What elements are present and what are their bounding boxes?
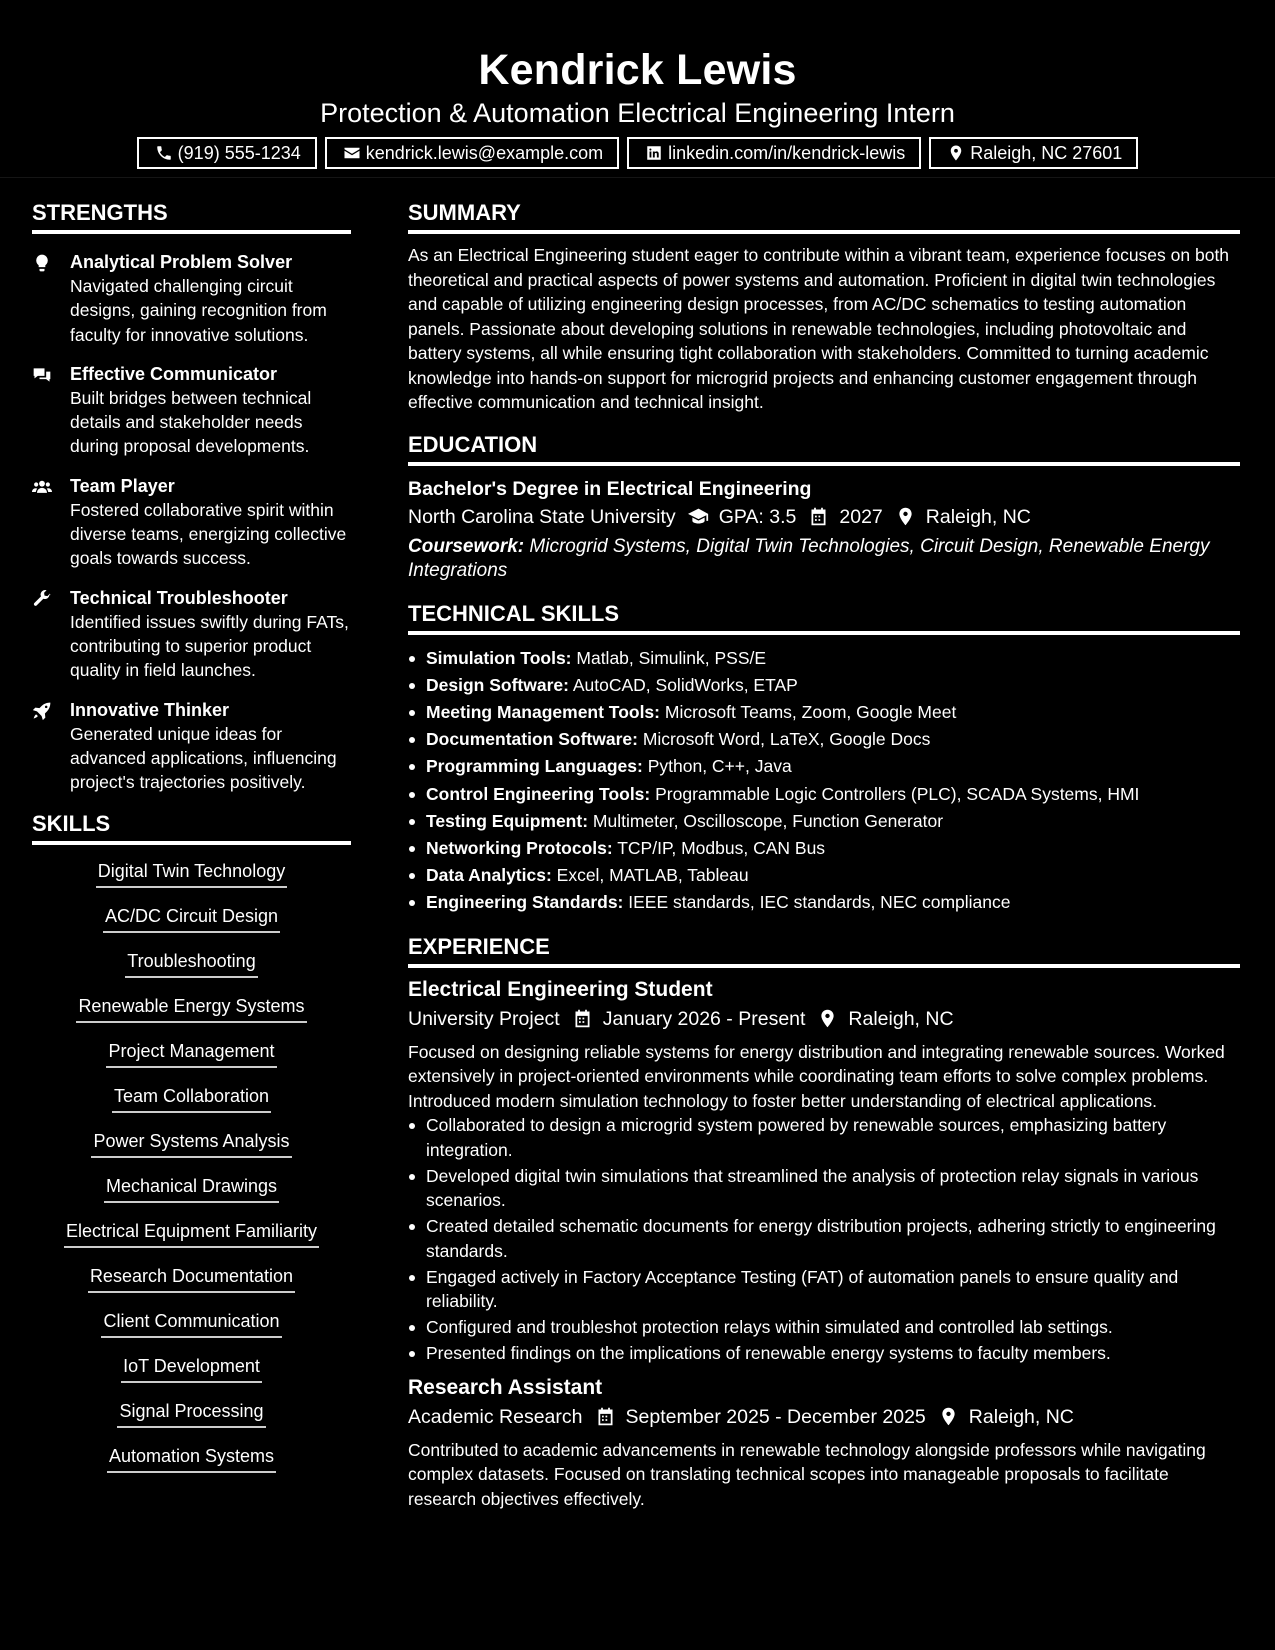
strength-desc: Fostered collaborative spirit within diverse teams, energizing collective goals towards success. bbox=[70, 499, 347, 569]
education-location: Raleigh, NC bbox=[925, 505, 1031, 528]
list-item bbox=[408, 699, 1240, 726]
skill-values: TCP/IP, Modbus, CAN Bus bbox=[612, 837, 826, 858]
job-bullets bbox=[408, 1113, 1240, 1366]
skill-category: Data Analytics: bbox=[426, 865, 552, 886]
skill-values: Python, C++, Java bbox=[642, 756, 792, 777]
skill-tag: Renewable Energy Systems bbox=[76, 994, 306, 1023]
coursework-list: Microgrid Systems, Digital Twin Technologies, Circuit Design, Renewable Energy Integrations bbox=[408, 535, 1210, 581]
list-item bbox=[408, 862, 1240, 889]
job-description: Focused on designing reliable systems for energy distribution and integrating renewable sources. Worked extensively in project-oriented environments while coordinating team efforts to solve complex problems. Introduced modern simulation technology to foster better understanding of electrical applications. bbox=[408, 1041, 1225, 1111]
experience-section bbox=[408, 932, 1240, 1512]
strength-item bbox=[32, 586, 351, 683]
calendar-icon bbox=[808, 506, 829, 527]
strength-item bbox=[32, 698, 351, 795]
skill-tag: Troubleshooting bbox=[125, 949, 257, 978]
skill-tag: AC/DC Circuit Design bbox=[103, 904, 280, 933]
list-item: Engaged actively in Factory Acceptance Testing (FAT) of automation panels to ensure quality and reliability. bbox=[408, 1265, 1240, 1314]
contact-phone bbox=[137, 137, 317, 169]
left-column bbox=[32, 198, 351, 1489]
map-pin-icon bbox=[895, 506, 916, 527]
skill-tag: Automation Systems bbox=[107, 1444, 276, 1473]
skill-tag: Client Communication bbox=[101, 1309, 281, 1338]
strength-item bbox=[32, 250, 351, 347]
job-meta bbox=[408, 1004, 1240, 1034]
school-name: North Carolina State University bbox=[408, 505, 676, 528]
list-item bbox=[408, 672, 1240, 699]
coursework bbox=[408, 535, 1240, 584]
skill-values: Excel, MATLAB, Tableau bbox=[551, 865, 749, 886]
job-location: Raleigh, NC bbox=[968, 1405, 1074, 1428]
contact-email-text: kendrick.lewis@example.com bbox=[365, 142, 604, 163]
map-pin-icon bbox=[947, 144, 965, 162]
strength-title: Analytical Problem Solver bbox=[70, 252, 293, 272]
job-meta bbox=[408, 1402, 1240, 1432]
skill-values: Programmable Logic Controllers (PLC), SCADA Systems, HMI bbox=[650, 783, 1140, 804]
strength-title: Innovative Thinker bbox=[70, 699, 230, 720]
strength-title: Effective Communicator bbox=[70, 363, 278, 384]
summary-heading: SUMMARY bbox=[408, 198, 1240, 234]
skill-values: AutoCAD, SolidWorks, ETAP bbox=[568, 674, 798, 695]
job-dates: September 2025 - December 2025 bbox=[625, 1405, 926, 1428]
list-item: Created detailed schematic documents for energy distribution projects, adhering strictly to engineering standards. bbox=[408, 1214, 1240, 1263]
list-item bbox=[408, 835, 1240, 862]
wrench-icon bbox=[32, 589, 52, 609]
skill-category: Design Software: bbox=[426, 674, 569, 695]
job-org: Academic Research bbox=[408, 1405, 583, 1428]
summary-text: As an Electrical Engineering student eager to contribute within a vibrant team, experience focuses on both theoretical and practical aspects of power systems and automation. Proficient in digital twin technologies and capable of utilizing engineering design processes, from AC/DC schematics to testing automation panels. Passionate about developing solutions in renewable technologies, including photovoltaic and battery systems, all while ensuring tight collaboration with stakeholders. Committed to turning academic knowledge into hands-on support for microgrid projects and enhancing customer engagement through effective communication and technical insight. bbox=[408, 245, 1230, 412]
skill-tag: Digital Twin Technology bbox=[96, 859, 287, 888]
experience-heading: EXPERIENCE bbox=[408, 932, 1240, 968]
list-item bbox=[408, 726, 1240, 753]
candidate-name: Kendrick Lewis bbox=[478, 46, 797, 94]
calendar-icon bbox=[572, 1008, 593, 1029]
map-pin-icon bbox=[938, 1406, 959, 1427]
contact-location-text: Raleigh, NC 27601 bbox=[970, 142, 1123, 163]
strengths-heading: STRENGTHS bbox=[32, 198, 351, 234]
technical-skills-list bbox=[408, 645, 1240, 917]
skill-values: Matlab, Simulink, PSS/E bbox=[571, 647, 767, 668]
list-item bbox=[408, 808, 1240, 835]
resume-header bbox=[0, 0, 1275, 178]
skill-category: Testing Equipment: bbox=[426, 810, 589, 831]
education-section bbox=[408, 430, 1240, 584]
contact-bar bbox=[0, 137, 1275, 169]
skill-tag: Research Documentation bbox=[88, 1264, 295, 1293]
job-dates: January 2026 - Present bbox=[602, 1007, 806, 1030]
skill-tag: Team Collaboration bbox=[112, 1084, 271, 1113]
education-meta bbox=[408, 502, 1240, 532]
skill-tag: Power Systems Analysis bbox=[91, 1129, 291, 1158]
envelope-icon bbox=[343, 144, 361, 162]
contact-linkedin-text: linkedin.com/in/kendrick-lewis bbox=[668, 142, 906, 163]
technical-skills-heading: TECHNICAL SKILLS bbox=[408, 599, 1240, 635]
skill-values: IEEE standards, IEC standards, NEC compliance bbox=[623, 892, 1011, 913]
skill-category: Meeting Management Tools: bbox=[426, 701, 660, 722]
strength-title: Technical Troubleshooter bbox=[70, 587, 288, 608]
skill-values: Multimeter, Oscilloscope, Function Generator bbox=[588, 810, 944, 831]
list-item: Presented findings on the implications of renewable energy systems to faculty members. bbox=[408, 1341, 1240, 1366]
skill-category: Documentation Software: bbox=[426, 729, 638, 750]
job-title: Electrical Engineering Student bbox=[408, 977, 713, 1001]
education-heading: EDUCATION bbox=[408, 430, 1240, 466]
graduation-cap-icon bbox=[688, 506, 709, 527]
skill-category: Programming Languages: bbox=[426, 756, 643, 777]
right-column bbox=[408, 198, 1240, 1511]
strength-item bbox=[32, 362, 351, 459]
list-item: Configured and troubleshot protection relays within simulated and controlled lab settings. bbox=[408, 1315, 1240, 1340]
skills-heading: SKILLS bbox=[32, 809, 351, 845]
technical-skills-section bbox=[408, 599, 1240, 917]
contact-location bbox=[929, 137, 1138, 169]
job-org: University Project bbox=[408, 1007, 560, 1030]
users-icon bbox=[32, 477, 52, 497]
list-item bbox=[408, 781, 1240, 808]
contact-linkedin[interactable] bbox=[627, 137, 921, 169]
strength-desc: Generated unique ideas for advanced applications, influencing project's trajectories positively. bbox=[70, 723, 337, 793]
strength-desc: Identified issues swiftly during FATs, contributing to superior product quality in field launches. bbox=[70, 611, 349, 681]
rocket-icon bbox=[32, 701, 52, 721]
skills-list bbox=[32, 859, 351, 1489]
coursework-label: Coursework: bbox=[408, 535, 525, 557]
calendar-icon bbox=[595, 1406, 616, 1427]
candidate-title: Protection & Automation Electrical Engineering Intern bbox=[320, 98, 955, 128]
strength-desc: Built bridges between technical details and stakeholder needs during proposal developments. bbox=[70, 387, 312, 457]
list-item bbox=[408, 645, 1240, 672]
job-title: Research Assistant bbox=[408, 1375, 603, 1399]
list-item bbox=[408, 889, 1240, 916]
phone-icon bbox=[155, 144, 173, 162]
contact-email[interactable] bbox=[325, 137, 619, 169]
strength-title: Team Player bbox=[70, 475, 175, 496]
gpa: GPA: 3.5 bbox=[718, 505, 797, 528]
list-item: Collaborated to design a microgrid system powered by renewable sources, emphasizing battery integration. bbox=[408, 1113, 1240, 1162]
chat-bubbles-icon bbox=[32, 365, 52, 385]
skill-values: Microsoft Teams, Zoom, Google Meet bbox=[660, 701, 957, 722]
contact-phone-text: (919) 555-1234 bbox=[177, 142, 301, 163]
skill-category: Engineering Standards: bbox=[426, 892, 624, 913]
skill-tag: Signal Processing bbox=[117, 1399, 265, 1428]
skill-tag: IoT Development bbox=[121, 1354, 262, 1383]
skill-values: Microsoft Word, LaTeX, Google Docs bbox=[637, 729, 931, 750]
skill-category: Networking Protocols: bbox=[426, 837, 613, 858]
skill-tag: Electrical Equipment Familiarity bbox=[64, 1219, 319, 1248]
list-item bbox=[408, 753, 1240, 780]
strength-item bbox=[32, 474, 351, 571]
map-pin-icon bbox=[817, 1008, 838, 1029]
strength-desc: Navigated challenging circuit designs, gaining recognition from faculty for innovative solutions. bbox=[70, 276, 327, 345]
skill-category: Control Engineering Tools: bbox=[426, 783, 651, 804]
job-location: Raleigh, NC bbox=[848, 1007, 954, 1030]
skill-tag: Mechanical Drawings bbox=[104, 1174, 279, 1203]
degree-title: Bachelor's Degree in Electrical Engineering bbox=[408, 477, 812, 500]
skill-category: Simulation Tools: bbox=[426, 647, 572, 668]
skills-section bbox=[32, 809, 351, 1489]
job-entry bbox=[408, 1374, 1240, 1512]
job-description: Contributed to academic advancements in renewable technology alongside professors while navigating complex datasets. Focused on translating technical scopes into manageable proposals to facilitate research objectives effectively. bbox=[408, 1439, 1206, 1509]
graduation-year: 2027 bbox=[839, 505, 883, 528]
skill-tag: Project Management bbox=[106, 1039, 276, 1068]
lightbulb-icon bbox=[32, 253, 52, 273]
list-item: Developed digital twin simulations that streamlined the analysis of protection relay signals in various scenarios. bbox=[408, 1164, 1240, 1213]
strengths-list bbox=[32, 250, 351, 794]
job-entry bbox=[408, 976, 1240, 1366]
linkedin-icon bbox=[645, 144, 663, 162]
